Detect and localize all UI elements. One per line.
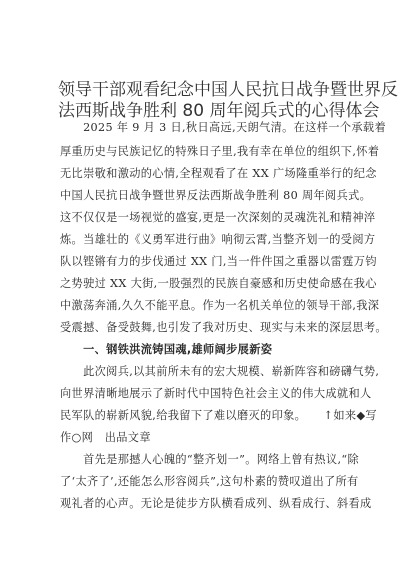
body-text-line: 中国人民抗日战争暨世界反法西斯战争胜利 80 周年阅兵式。	[60, 189, 372, 202]
body-text-line: 向世界清晰地展示了新时代中国特色社会主义的伟大成就和人	[60, 387, 372, 400]
body-text-line: 中激荡奔涌,久久不能平息。作为一名机关单位的领导干部,我深	[60, 299, 380, 312]
body-text-line: 作○网 出品文章	[60, 431, 151, 444]
body-text-line: 受震撼、备受鼓舞,也引发了我对历史、现实与未来的深层思考。	[60, 321, 387, 334]
title-line: 领导干部观看纪念中国人民抗日战争暨世界反	[58, 80, 398, 100]
body-text-line: 观礼者的心声。无论是徒步方队横看成列、纵看成行、斜看成	[60, 497, 372, 510]
title-line: 法西斯战争胜利 80 周年阅兵式的心得体会	[58, 101, 380, 121]
body-text-line: 之势驶过 XX 大街,一股强烈的民族自豪感和历史使命感在我心	[60, 277, 377, 290]
body-text-line: 了‘太齐了’,还能怎么形容阅兵”,这句朴素的赞叹道出了所有	[60, 475, 359, 488]
body-text-line: 民军队的崭新风貌,给我留下了难以磨灭的印象。 ↑如来◆写	[60, 409, 377, 422]
body-text-line: 2025 年 9 月 3 日,秋日高远,天朗气清。在这样一个承载着	[60, 121, 386, 134]
body-text-line: 炼。当雄壮的《义勇军进行曲》响彻云霄,当整齐划一的受阅方	[60, 233, 376, 246]
body-text-line: 队以铿锵有力的步伐通过 XX 门,当一件件国之重器以雷霆万钧	[60, 255, 377, 268]
body-text-line: 首先是那撼人心魄的“整齐划一”。网络上曾有热议,“除	[60, 453, 360, 466]
body-text-line: 厚重历史与民族记忆的特殊日子里,我有幸在单位的组织下,怀着	[60, 145, 380, 158]
section-heading: 一、钢铁洪流铸国魂,雄师阔步展新姿	[60, 343, 273, 356]
document-title	[58, 80, 398, 122]
body-text-line: 无比崇敬和激动的心情,全程观看了在 XX 广场隆重举行的纪念	[60, 167, 377, 180]
body-text-line: 此次阅兵,以其前所未有的宏大规模、崭新阵容和磅礴气势,	[60, 365, 380, 378]
body-text-line: 这不仅仅是一场视觉的盛宴,更是一次深刻的灵魂洗礼和精神淬	[60, 211, 376, 224]
